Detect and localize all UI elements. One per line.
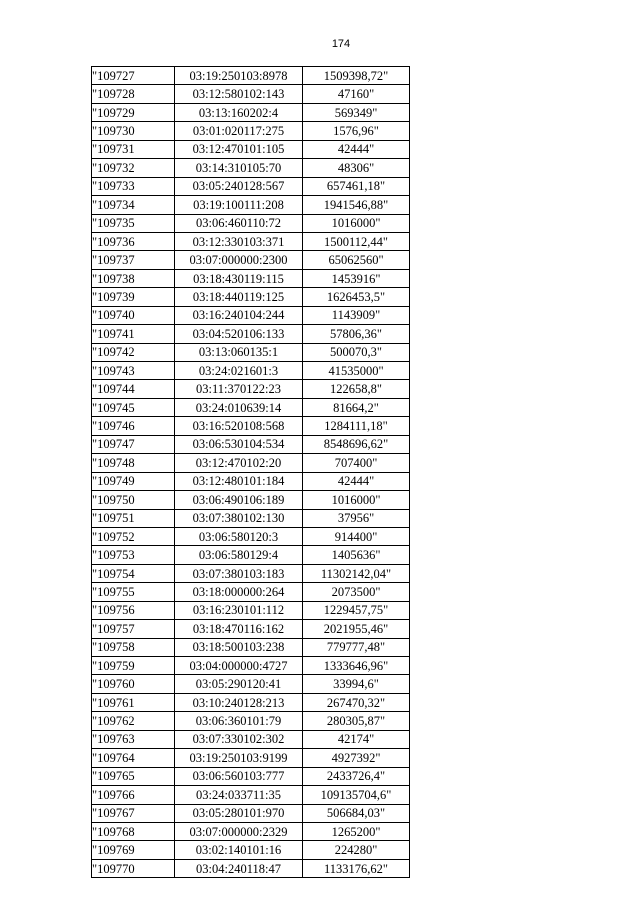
table-row — [92, 306, 410, 324]
table-row — [92, 564, 410, 582]
record-id-cell: "109727 — [92, 67, 175, 85]
value-cell: 8548696,62" — [303, 435, 410, 453]
value-cell: 42174" — [303, 730, 410, 748]
record-id-cell: "109728 — [92, 85, 175, 103]
record-id-cell: "109749 — [92, 472, 175, 490]
value-cell: 1941546,88" — [303, 196, 410, 214]
cadastral-number-cell: 03:16:230101:112 — [175, 601, 303, 619]
record-id-cell: "109761 — [92, 693, 175, 711]
value-cell: 280305,87" — [303, 712, 410, 730]
record-id-cell: "109748 — [92, 454, 175, 472]
table-row — [92, 454, 410, 472]
record-id-cell: "109745 — [92, 398, 175, 416]
cadastral-number-cell: 03:24:010639:14 — [175, 398, 303, 416]
value-cell: 707400" — [303, 454, 410, 472]
record-id-cell: "109753 — [92, 546, 175, 564]
record-id-cell: "109732 — [92, 159, 175, 177]
record-id-cell: "109744 — [92, 380, 175, 398]
table-row — [92, 177, 410, 195]
value-cell: 109135704,6" — [303, 786, 410, 804]
table-row — [92, 859, 410, 877]
record-id-cell: "109765 — [92, 767, 175, 785]
cadastral-number-cell: 03:18:500103:238 — [175, 638, 303, 656]
registry-table — [91, 66, 410, 878]
table-row — [92, 822, 410, 840]
record-id-cell: "109742 — [92, 343, 175, 361]
record-id-cell: "109751 — [92, 509, 175, 527]
record-id-cell: "109747 — [92, 435, 175, 453]
value-cell: 657461,18" — [303, 177, 410, 195]
value-cell: 1265200" — [303, 822, 410, 840]
cadastral-number-cell: 03:12:480101:184 — [175, 472, 303, 490]
value-cell: 1229457,75" — [303, 601, 410, 619]
record-id-cell: "109729 — [92, 103, 175, 121]
table-row — [92, 362, 410, 380]
value-cell: 1453916" — [303, 269, 410, 287]
record-id-cell: "109734 — [92, 196, 175, 214]
cadastral-number-cell: 03:04:240118:47 — [175, 859, 303, 877]
table-row — [92, 841, 410, 859]
cadastral-number-cell: 03:05:280101:970 — [175, 804, 303, 822]
value-cell: 48306" — [303, 159, 410, 177]
value-cell: 569349" — [303, 103, 410, 121]
table-row — [92, 325, 410, 343]
table-row — [92, 583, 410, 601]
record-id-cell: "109752 — [92, 527, 175, 545]
cadastral-number-cell: 03:18:430119:115 — [175, 269, 303, 287]
cadastral-number-cell: 03:04:000000:4727 — [175, 657, 303, 675]
table-row — [92, 472, 410, 490]
record-id-cell: "109767 — [92, 804, 175, 822]
value-cell: 1016000" — [303, 214, 410, 232]
cadastral-number-cell: 03:19:100111:208 — [175, 196, 303, 214]
cadastral-number-cell: 03:06:360101:79 — [175, 712, 303, 730]
table-row — [92, 214, 410, 232]
value-cell: 57806,36" — [303, 325, 410, 343]
record-id-cell: "109759 — [92, 657, 175, 675]
cadastral-number-cell: 03:11:370122:23 — [175, 380, 303, 398]
record-id-cell: "109740 — [92, 306, 175, 324]
table-row — [92, 786, 410, 804]
value-cell: 1405636" — [303, 546, 410, 564]
record-id-cell: "109757 — [92, 620, 175, 638]
value-cell: 2433726,4" — [303, 767, 410, 785]
cadastral-number-cell: 03:12:470102:20 — [175, 454, 303, 472]
record-id-cell: "109769 — [92, 841, 175, 859]
cadastral-number-cell: 03:18:440119:125 — [175, 288, 303, 306]
cadastral-number-cell: 03:19:250103:9199 — [175, 749, 303, 767]
record-id-cell: "109730 — [92, 122, 175, 140]
table-row — [92, 767, 410, 785]
value-cell: 1576,96" — [303, 122, 410, 140]
cadastral-number-cell: 03:12:330103:371 — [175, 232, 303, 250]
cadastral-number-cell: 03:05:240128:567 — [175, 177, 303, 195]
table-row — [92, 620, 410, 638]
record-id-cell: "109766 — [92, 786, 175, 804]
cadastral-number-cell: 03:16:520108:568 — [175, 417, 303, 435]
cadastral-number-cell: 03:07:380102:130 — [175, 509, 303, 527]
record-id-cell: "109770 — [92, 859, 175, 877]
record-id-cell: "109741 — [92, 325, 175, 343]
value-cell: 224280" — [303, 841, 410, 859]
record-id-cell: "109760 — [92, 675, 175, 693]
table-row — [92, 527, 410, 545]
cadastral-number-cell: 03:07:000000:2300 — [175, 251, 303, 269]
record-id-cell: "109750 — [92, 491, 175, 509]
value-cell: 42444" — [303, 472, 410, 490]
cadastral-number-cell: 03:06:580129:4 — [175, 546, 303, 564]
cadastral-number-cell: 03:12:580102:143 — [175, 85, 303, 103]
table-row — [92, 417, 410, 435]
table-row — [92, 288, 410, 306]
cadastral-number-cell: 03:16:240104:244 — [175, 306, 303, 324]
value-cell: 779777,48" — [303, 638, 410, 656]
record-id-cell: "109762 — [92, 712, 175, 730]
record-id-cell: "109737 — [92, 251, 175, 269]
value-cell: 1133176,62" — [303, 859, 410, 877]
value-cell: 33994,6" — [303, 675, 410, 693]
value-cell: 1509398,72" — [303, 67, 410, 85]
cadastral-number-cell: 03:02:140101:16 — [175, 841, 303, 859]
table-row — [92, 343, 410, 361]
table-row — [92, 657, 410, 675]
registry-table-body — [92, 67, 410, 878]
table-row — [92, 491, 410, 509]
table-row — [92, 730, 410, 748]
value-cell: 65062560" — [303, 251, 410, 269]
value-cell: 2073500" — [303, 583, 410, 601]
table-row — [92, 122, 410, 140]
record-id-cell: "109738 — [92, 269, 175, 287]
value-cell: 1143909" — [303, 306, 410, 324]
value-cell: 122658,8" — [303, 380, 410, 398]
table-row — [92, 546, 410, 564]
value-cell: 11302142,04" — [303, 564, 410, 582]
cadastral-number-cell: 03:07:380103:183 — [175, 564, 303, 582]
value-cell: 81664,2" — [303, 398, 410, 416]
value-cell: 42444" — [303, 140, 410, 158]
cadastral-number-cell: 03:18:000000:264 — [175, 583, 303, 601]
value-cell: 1284111,18" — [303, 417, 410, 435]
value-cell: 267470,32" — [303, 693, 410, 711]
record-id-cell: "109756 — [92, 601, 175, 619]
table-row — [92, 232, 410, 250]
value-cell: 1500112,44" — [303, 232, 410, 250]
table-row — [92, 601, 410, 619]
record-id-cell: "109735 — [92, 214, 175, 232]
cadastral-number-cell: 03:13:160202:4 — [175, 103, 303, 121]
value-cell: 37956" — [303, 509, 410, 527]
table-row — [92, 140, 410, 158]
record-id-cell: "109736 — [92, 232, 175, 250]
cadastral-number-cell: 03:07:000000:2329 — [175, 822, 303, 840]
table-row — [92, 749, 410, 767]
page-number: 174 — [331, 38, 351, 50]
cadastral-number-cell: 03:24:021601:3 — [175, 362, 303, 380]
table-row — [92, 435, 410, 453]
cadastral-number-cell: 03:24:033711:35 — [175, 786, 303, 804]
table-row — [92, 103, 410, 121]
cadastral-number-cell: 03:06:490106:189 — [175, 491, 303, 509]
cadastral-number-cell: 03:07:330102:302 — [175, 730, 303, 748]
value-cell: 914400" — [303, 527, 410, 545]
record-id-cell: "109746 — [92, 417, 175, 435]
cadastral-number-cell: 03:01:020117:275 — [175, 122, 303, 140]
cadastral-number-cell: 03:06:580120:3 — [175, 527, 303, 545]
cadastral-number-cell: 03:04:520106:133 — [175, 325, 303, 343]
record-id-cell: "109754 — [92, 564, 175, 582]
value-cell: 1333646,96" — [303, 657, 410, 675]
value-cell: 1626453,5" — [303, 288, 410, 306]
value-cell: 2021955,46" — [303, 620, 410, 638]
table-row — [92, 638, 410, 656]
value-cell: 41535000" — [303, 362, 410, 380]
record-id-cell: "109743 — [92, 362, 175, 380]
table-row — [92, 251, 410, 269]
table-row — [92, 159, 410, 177]
record-id-cell: "109733 — [92, 177, 175, 195]
record-id-cell: "109731 — [92, 140, 175, 158]
cadastral-number-cell: 03:10:240128:213 — [175, 693, 303, 711]
table-row — [92, 675, 410, 693]
cadastral-number-cell: 03:05:290120:41 — [175, 675, 303, 693]
cadastral-number-cell: 03:14:310105:70 — [175, 159, 303, 177]
cadastral-number-cell: 03:19:250103:8978 — [175, 67, 303, 85]
table-row — [92, 85, 410, 103]
record-id-cell: "109758 — [92, 638, 175, 656]
cadastral-number-cell: 03:06:560103:777 — [175, 767, 303, 785]
value-cell: 506684,03" — [303, 804, 410, 822]
table-row — [92, 269, 410, 287]
table-row — [92, 196, 410, 214]
cadastral-number-cell: 03:18:470116:162 — [175, 620, 303, 638]
record-id-cell: "109739 — [92, 288, 175, 306]
table-row — [92, 67, 410, 85]
record-id-cell: "109768 — [92, 822, 175, 840]
cadastral-number-cell: 03:06:530104:534 — [175, 435, 303, 453]
table-row — [92, 398, 410, 416]
cadastral-number-cell: 03:06:460110:72 — [175, 214, 303, 232]
cadastral-number-cell: 03:13:060135:1 — [175, 343, 303, 361]
cadastral-number-cell: 03:12:470101:105 — [175, 140, 303, 158]
table-row — [92, 380, 410, 398]
table-row — [92, 693, 410, 711]
table-row — [92, 804, 410, 822]
record-id-cell: "109763 — [92, 730, 175, 748]
table-row — [92, 712, 410, 730]
record-id-cell: "109764 — [92, 749, 175, 767]
value-cell: 500070,3" — [303, 343, 410, 361]
table-row — [92, 509, 410, 527]
value-cell: 47160" — [303, 85, 410, 103]
value-cell: 1016000" — [303, 491, 410, 509]
record-id-cell: "109755 — [92, 583, 175, 601]
value-cell: 4927392" — [303, 749, 410, 767]
